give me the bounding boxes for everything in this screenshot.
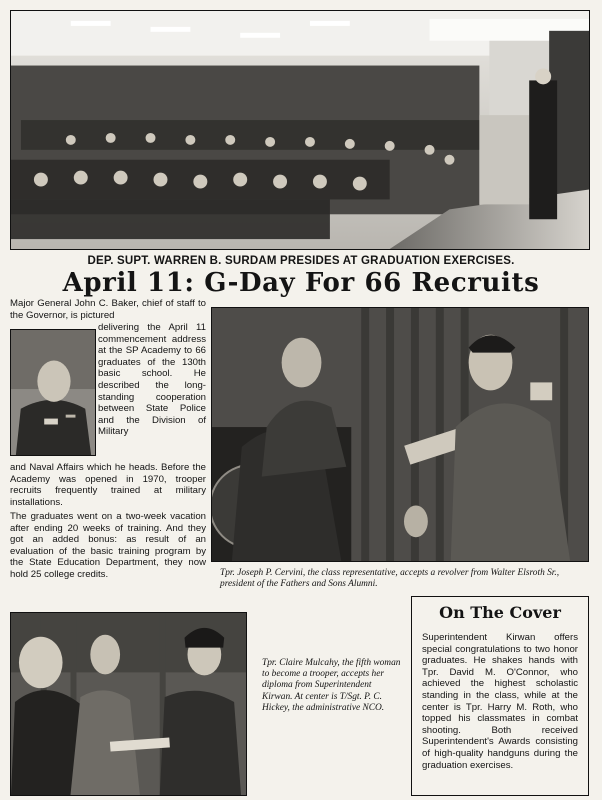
- general-portrait-photo: [10, 329, 96, 456]
- article-paragraph-1-end: and Naval Affairs which he heads. Before the Academy was opened in 1970, trooper recruits frequently trained at military installations.: [10, 462, 206, 508]
- diploma-presentation-photo: [10, 612, 247, 796]
- general-portrait-image: [11, 330, 95, 455]
- article-paragraph-1-intro: Major General John C. Baker, chief of staff to the Governor, is pictured: [10, 298, 206, 321]
- article-paragraph-1-wrap: delivering the April 11 commencement address at the SP Academy to 66 graduates of the 130th basic school. He described the long-standing cooperation between State Police and the Division of Military: [98, 322, 206, 438]
- diploma-photo-caption: Tpr. Claire Mulcahy, the fifth woman to become a trooper, accepts her diploma from Superintendent Kirwan. At center is T/Sgt. P. C. Hickey, the administrative NCO.: [262, 658, 401, 713]
- top-photo-caption: DEP. SUPT. WARREN B. SURDAM PRESIDES AT GRADUATION EXERCISES.: [87, 255, 515, 267]
- auditorium-photo: [10, 10, 590, 250]
- diploma-presentation-image: [11, 613, 246, 795]
- article-paragraph-2: The graduates went on a two-week vacation after ending 20 weeks of training. And they got an added bonus: as result of an evaluation of the basic training program by the State Education Department, they now hold 25 college credits.: [10, 511, 206, 580]
- revolver-presentation-image: [212, 308, 588, 561]
- revolver-presentation-photo: [211, 307, 589, 562]
- on-the-cover-box: [411, 596, 589, 796]
- revolver-photo-caption: Tpr. Joseph P. Cervini, the class representative, accepts a revolver from Walter Elsroth Sr., president of the Fathers and Sons Alumni.: [220, 568, 560, 590]
- page-title: April 11: G-Day For 66 Recruits: [62, 268, 540, 298]
- on-the-cover-title: On The Cover: [439, 603, 561, 622]
- on-the-cover-text: Superintendent Kirwan offers special congratulations to two honor graduates. He shakes hands with Tpr. David M. O'Connor, who achieved the highest scholastic standing in the class, while at the center is Tpr. Harry M. Roth, who topped his classmates in combat shooting. Both received Superintendent's Awards consisting of high-quality handguns during the graduation exercises.: [422, 632, 578, 771]
- auditorium-photo-image: [11, 11, 589, 249]
